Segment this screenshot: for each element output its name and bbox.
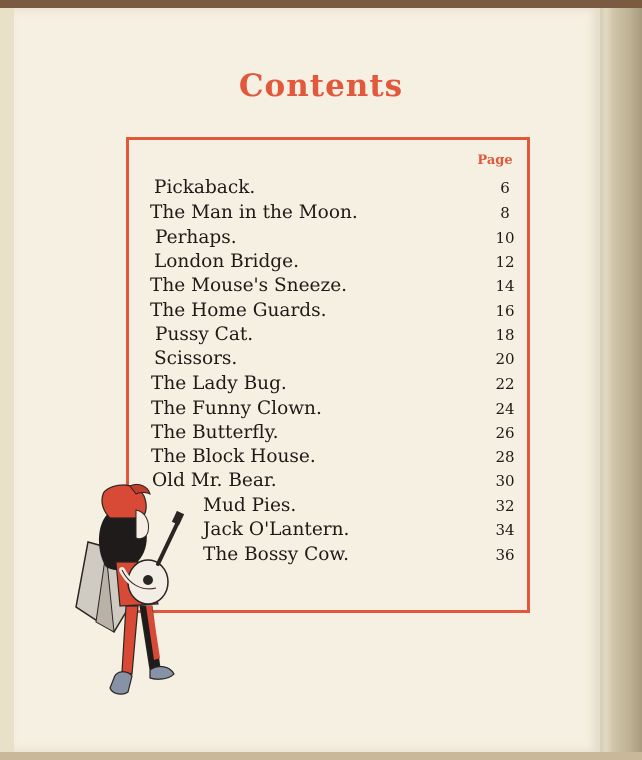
toc-entry-page: 10 bbox=[495, 229, 515, 247]
toc-entry-title: Perhaps. bbox=[155, 227, 237, 248]
toc-entry-page: 6 bbox=[500, 179, 510, 197]
toc-entry-page: 22 bbox=[495, 375, 515, 393]
toc-entry-title: The Mouse's Sneeze. bbox=[150, 275, 348, 296]
toc-entry-title: The Lady Bug. bbox=[151, 373, 287, 394]
toc-entry-page: 34 bbox=[495, 521, 515, 539]
toc-entry-title: The Home Guards. bbox=[150, 300, 327, 321]
toc-entry-title: Pickaback. bbox=[154, 177, 256, 198]
toc-entry-title: London Bridge. bbox=[154, 251, 299, 272]
book-edge-top bbox=[0, 0, 642, 8]
toc-entry-page: 18 bbox=[495, 326, 515, 344]
toc-entry-title: The Man in the Moon. bbox=[150, 202, 358, 223]
toc-entry-page: 20 bbox=[495, 350, 515, 368]
child-with-mandolin-illustration bbox=[66, 482, 196, 722]
toc-entry-page: 12 bbox=[495, 253, 515, 271]
toc-entry-title: The Butterfly. bbox=[151, 422, 279, 443]
book-right-cover bbox=[600, 8, 642, 760]
toc-entry-title: Scissors. bbox=[154, 348, 238, 369]
page-title: Contents bbox=[238, 68, 404, 104]
page-left-edge bbox=[0, 8, 14, 760]
page-column-header: Page bbox=[477, 153, 513, 168]
toc-entry-title: Jack O'Lantern. bbox=[203, 519, 350, 540]
toc-entry-page: 36 bbox=[495, 546, 515, 564]
shoe-left bbox=[110, 672, 132, 694]
toc-entry-page: 26 bbox=[495, 424, 515, 442]
toc-entry-page: 32 bbox=[495, 497, 515, 515]
book-bottom-edge bbox=[0, 752, 642, 760]
toc-entry-page: 16 bbox=[495, 302, 515, 320]
shoe-right bbox=[150, 667, 174, 680]
toc-entry-title: Pussy Cat. bbox=[155, 324, 254, 345]
toc-entry-title: The Block House. bbox=[151, 446, 316, 467]
toc-entry-title: The Bossy Cow. bbox=[203, 544, 349, 565]
face-shape bbox=[136, 510, 149, 539]
toc-entry-page: 30 bbox=[495, 472, 515, 490]
toc-entry-page: 8 bbox=[500, 204, 510, 222]
toc-entry-page: 28 bbox=[495, 448, 515, 466]
toc-entry-title: The Funny Clown. bbox=[151, 398, 322, 419]
toc-entry-page: 14 bbox=[495, 277, 515, 295]
toc-entry-page: 24 bbox=[495, 400, 515, 418]
toc-entry-title: Mud Pies. bbox=[203, 495, 297, 516]
toc-entry-title: Old Mr. Bear. bbox=[152, 470, 277, 491]
